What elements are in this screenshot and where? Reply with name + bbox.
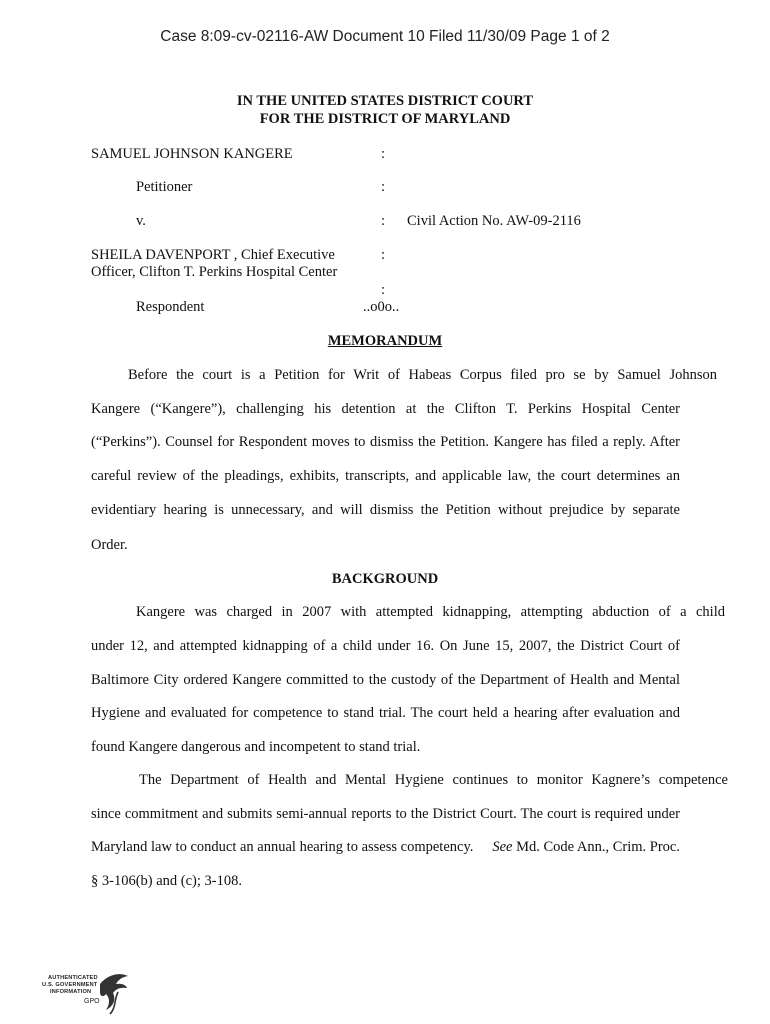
respondent-role: Respondent	[136, 299, 205, 315]
paragraph-line: careful review of the pleadings, exhibits, transcripts, and applicable law, the court determines an	[91, 468, 680, 484]
citation-signal: See	[492, 839, 513, 855]
paragraph-line: Kangere was charged in 2007 with attempted kidnapping, attempting abduction of a child	[136, 604, 725, 620]
paragraph-line: Hygiene and evaluated for competence to stand trial. The court held a hearing after evaluation and	[91, 705, 680, 721]
caption-colon: :	[381, 213, 386, 229]
paragraph-line: Kangere (“Kangere”), challenging his detention at the Clifton T. Perkins Hospital Center	[91, 401, 680, 417]
court-title-line-1: IN THE UNITED STATES DISTRICT COURT	[236, 93, 534, 109]
court-title-line-2: FOR THE DISTRICT OF MARYLAND	[259, 111, 511, 127]
gpo-logo-line-1: AUTHENTICATED	[48, 975, 98, 981]
caption-separator: ..o0o..	[363, 299, 400, 315]
paragraph-line: § 3-106(b) and (c); 3-108.	[91, 873, 242, 889]
caption-colon: :	[381, 247, 386, 263]
caption-colon: :	[381, 179, 386, 195]
civil-action-number: Civil Action No. AW-09-2116	[407, 213, 581, 229]
paragraph-line: evidentiary hearing is unnecessary, and will dismiss the Petition without prejudice by separate	[91, 502, 680, 518]
caption-colon: :	[381, 282, 386, 298]
paragraph-line: Order.	[91, 537, 128, 553]
background-heading: BACKGROUND	[331, 571, 439, 587]
paragraph-line: found Kangere dangerous and incompetent to stand trial.	[91, 739, 421, 755]
paragraph-line: (“Perkins”). Counsel for Respondent moves to dismiss the Petition. Kangere has filed a reply. After	[91, 434, 680, 450]
citation-lead: Maryland law to conduct an annual hearing to assess competency.	[91, 839, 474, 855]
paragraph-line: under 12, and attempted kidnapping of a child under 16. On June 15, 2007, the District Court of	[91, 638, 680, 654]
memorandum-heading: MEMORANDUM	[327, 333, 443, 349]
gpo-logo-mark: GPO	[84, 998, 100, 1005]
gpo-authenticated-logo	[40, 966, 132, 1018]
respondent-name-line-2: Officer, Clifton T. Perkins Hospital Center	[91, 264, 338, 280]
respondent-name-line-1: SHEILA DAVENPORT , Chief Executive	[91, 247, 335, 263]
gpo-logo-line-2: U.S. GOVERNMENT	[42, 982, 98, 988]
paragraph-line: since commitment and submits semi-annual reports to the District Court. The court is required under	[91, 806, 680, 822]
paragraph-line: Before the court is a Petition for Writ of Habeas Corpus filed pro se by Samuel Johnson	[128, 367, 717, 383]
caption-colon: :	[381, 146, 386, 162]
petitioner-name: SAMUEL JOHNSON KANGERE	[91, 146, 293, 162]
gpo-logo-line-3: INFORMATION	[50, 989, 92, 995]
case-header-stamp: Case 8:09-cv-02116-AW Document 10 Filed 11/30/09 Page 1 of 2	[160, 28, 610, 45]
paragraph-line: The Department of Health and Mental Hygiene continues to monitor Kagnere’s competence	[139, 772, 728, 788]
paragraph-line	[91, 839, 680, 856]
petitioner-role: Petitioner	[136, 179, 193, 195]
paragraph-line: Baltimore City ordered Kangere committed to the custody of the Department of Health and Mental	[91, 672, 680, 688]
citation-source: Md. Code Ann., Crim. Proc.	[512, 839, 680, 855]
citation	[492, 839, 680, 856]
versus: v.	[136, 213, 146, 229]
